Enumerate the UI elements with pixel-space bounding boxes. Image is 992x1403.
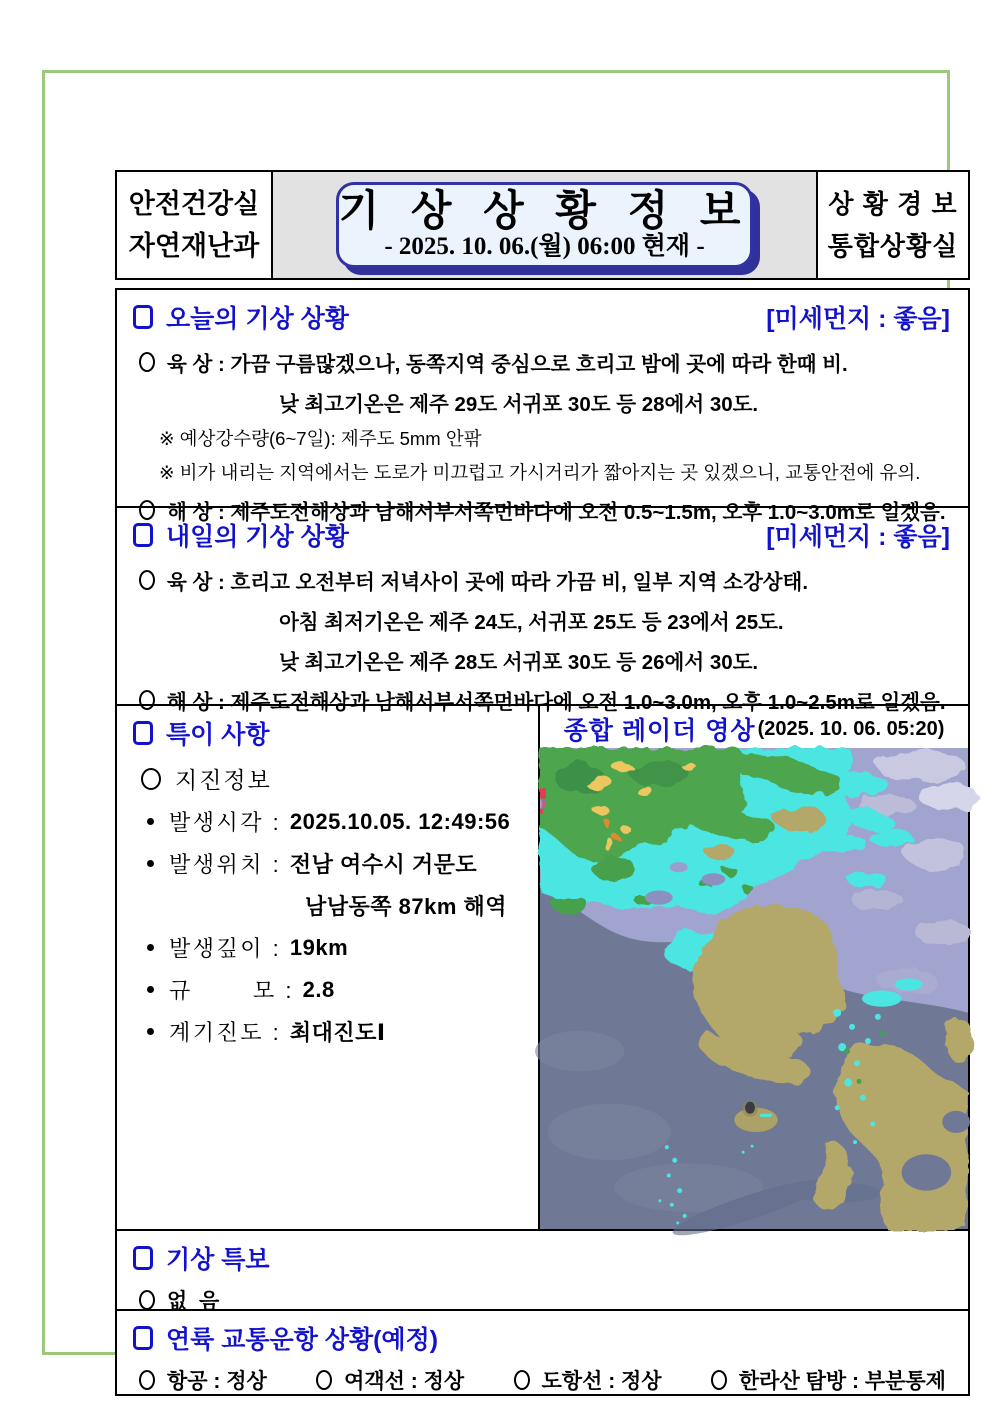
tomorrow-title: 내일의 기상 상황 — [166, 523, 349, 551]
radar-title: 종합 레이더 영상 — [563, 717, 756, 745]
quake-intensity-label: 계기진도 : — [169, 1020, 290, 1045]
dot-bullet-icon — [147, 818, 154, 825]
quake-location-value2: 남남동쪽 87km 해역 — [305, 894, 508, 919]
tomorrow-land-text3: 낮 최고기온은 제주 28도 서귀포 30도 등 26에서 30도. — [279, 651, 759, 674]
report-body — [115, 288, 970, 1396]
special-notes-column — [117, 706, 540, 1229]
office-line1: 상 황 경 보 — [828, 189, 958, 219]
department-line1: 안전건강실 — [128, 189, 260, 219]
dot-bullet-icon — [147, 1028, 154, 1035]
radar-composite-image — [540, 748, 968, 1229]
circle-bullet-icon — [141, 768, 161, 790]
quake-time-value: 2025.10.05. 12:49:56 — [289, 808, 511, 834]
quake-intensity-value: 최대진도Ⅰ — [289, 1020, 386, 1045]
earthquake-info-line — [117, 762, 538, 795]
dust-status-badge: [미세먼지 : 좋음] — [766, 305, 950, 333]
circle-bullet-icon — [139, 1290, 155, 1310]
section-special — [117, 704, 968, 1229]
tomorrow-sea-text: 해 상 : 제주도전해상과 남해서부서쪽먼바다에 오전 1.0~3.0m, 오후 1.0~2.5m로 일겠음. — [167, 691, 946, 714]
section-warning — [117, 1229, 968, 1313]
quake-location-label: 발생위치 : — [169, 852, 290, 877]
transport-heading — [117, 1311, 968, 1355]
tomorrow-land-line2 — [117, 605, 968, 635]
department-line2: 자연재난과 — [128, 231, 260, 261]
warning-content: 없 음 — [167, 1290, 220, 1313]
transport-item-hallasan — [711, 1365, 946, 1395]
today-land-text: 육 상 : 가끔 구름많겠으나, 동쪽지역 중심으로 흐리고 밤에 곳에 따라 한때 비. — [167, 353, 848, 376]
report-header — [115, 170, 970, 280]
quake-time-line — [117, 806, 538, 837]
dust-status-badge: [미세먼지 : 좋음] — [766, 523, 950, 551]
today-land-text2: 낮 최고기온은 제주 29도 서귀포 30도 등 28에서 30도. — [279, 393, 759, 416]
dot-bullet-icon — [147, 986, 154, 993]
report-datetime: - 2025. 10. 06.(월) 06:00 현재 - — [384, 233, 705, 260]
today-title: 오늘의 기상 상황 — [166, 305, 349, 333]
dot-bullet-icon — [147, 860, 154, 867]
transport-title: 연륙 교통운항 상황(예정) — [166, 1326, 439, 1354]
tomorrow-land-line3 — [117, 645, 968, 675]
dot-bullet-icon — [147, 944, 154, 951]
office-cell — [816, 172, 968, 278]
department-cell — [117, 172, 273, 278]
radar-timestamp: (2025. 10. 06. 05:20) — [757, 717, 945, 740]
tomorrow-land-text: 육 상 : 흐리고 오전부터 저녁사이 곳에 따라 가끔 비, 일부 지역 소강상태. — [167, 571, 809, 594]
earthquake-info-title: 지진정보 — [175, 767, 272, 793]
circle-bullet-icon — [139, 500, 155, 520]
section-checkbox-icon — [133, 1246, 153, 1270]
transport-hallasan-text: 한라산 탐방 : 부분통제 — [738, 1370, 946, 1393]
page-frame — [42, 70, 959, 1393]
quake-intensity-line — [117, 1016, 538, 1047]
quake-magnitude-label: 규 모 : — [169, 978, 303, 1003]
transport-air-text: 항공 : 정상 — [167, 1370, 267, 1393]
quake-depth-value: 19km — [289, 934, 349, 960]
section-checkbox-icon — [133, 721, 153, 745]
section-checkbox-icon — [133, 1326, 153, 1350]
circle-bullet-icon — [514, 1370, 530, 1390]
today-sea-text: 해 상 : 제주도전해상과 남해서부서쪽먼바다에 오전 0.5~1.5m, 오후 1.0~3.0m로 일겠음. — [167, 501, 946, 524]
today-note2: ※ 비가 내리는 지역에서는 도로가 미끄럽고 가시거리가 짧아지는 곳 있겠으니, 교통안전에 유의. — [159, 462, 921, 483]
today-note1: ※ 예상강수량(6~7일): 제주도 5mm 안팎 — [159, 428, 482, 449]
title-cell — [273, 172, 816, 278]
transport-item-ferry — [316, 1365, 464, 1395]
today-heading — [117, 290, 968, 334]
section-today — [117, 290, 968, 524]
transport-island-ferry-text: 도항선 : 정상 — [541, 1370, 662, 1393]
warning-heading — [117, 1231, 968, 1275]
tomorrow-land-line — [117, 565, 968, 595]
quake-location-line — [117, 848, 538, 879]
circle-bullet-icon — [139, 570, 155, 590]
tomorrow-land-text2: 아침 최저기온은 제주 24도, 서귀포 25도 등 23에서 25도. — [279, 611, 784, 634]
warning-title: 기상 특보 — [166, 1246, 270, 1274]
circle-bullet-icon — [139, 352, 155, 372]
circle-bullet-icon — [711, 1370, 727, 1390]
section-checkbox-icon — [133, 305, 153, 329]
section-transport — [117, 1309, 968, 1394]
special-heading — [117, 706, 538, 750]
report-title: 기 상 상 황 정 보 — [338, 187, 751, 234]
today-land-line2 — [117, 387, 968, 417]
quake-magnitude-value: 2.8 — [302, 976, 335, 1002]
quake-magnitude-line — [117, 974, 538, 1005]
quake-depth-label: 발생깊이 : — [169, 936, 290, 961]
title-box — [336, 182, 754, 268]
radar-heading — [540, 706, 968, 748]
transport-status-line — [117, 1355, 968, 1395]
special-title: 특이 사항 — [166, 721, 270, 749]
today-land-line — [117, 347, 968, 377]
section-tomorrow — [117, 506, 968, 714]
quake-time-label: 발생시각 : — [169, 810, 290, 835]
circle-bullet-icon — [139, 1370, 155, 1390]
circle-bullet-icon — [316, 1370, 332, 1390]
quake-location-value: 전남 여수시 거문도 — [289, 852, 478, 877]
quake-location-line2 — [117, 890, 538, 921]
transport-item-island-ferry — [514, 1365, 662, 1395]
transport-item-air — [139, 1365, 267, 1395]
office-line2: 통합상황실 — [827, 231, 959, 261]
quake-depth-line — [117, 932, 538, 963]
radar-column — [540, 706, 968, 1229]
transport-ferry-text: 여객선 : 정상 — [344, 1370, 465, 1393]
section-checkbox-icon — [133, 523, 153, 547]
